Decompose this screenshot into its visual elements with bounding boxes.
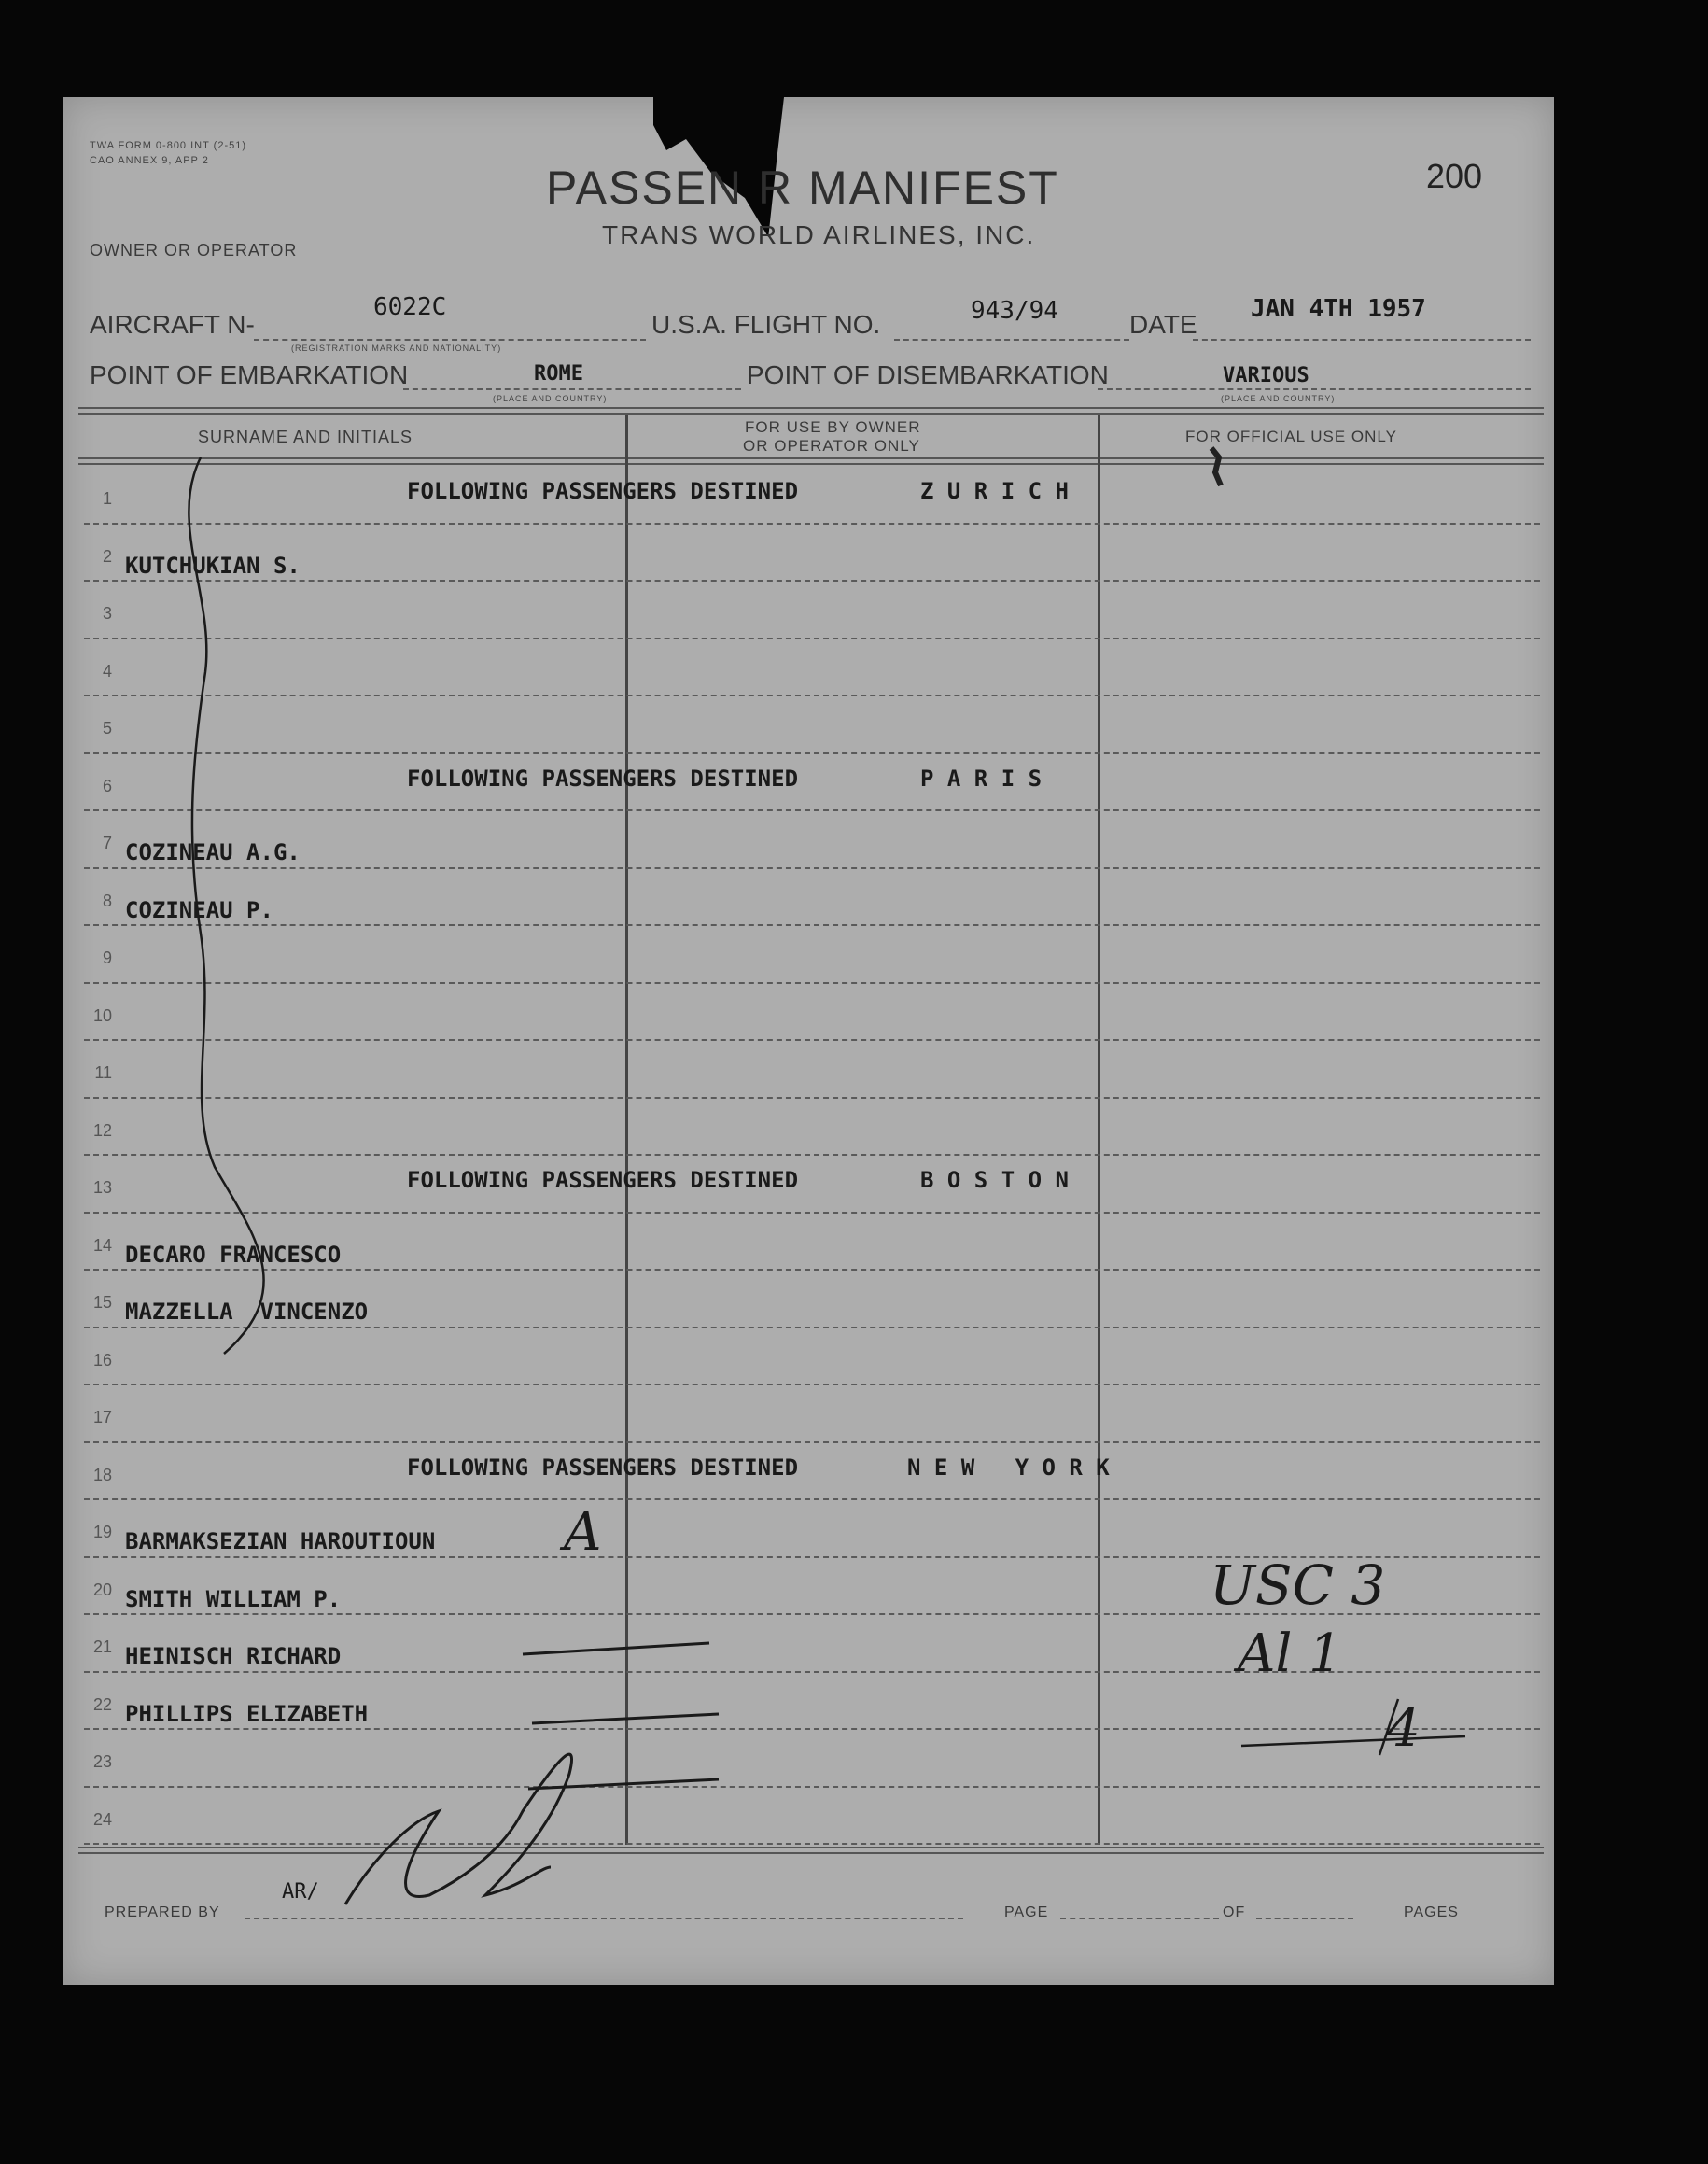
handwritten-al: Al 1 [1238,1623,1342,1684]
owner-label: OWNER OR OPERATOR [90,241,298,260]
destination-city: N E W Y O R K [907,1454,1110,1481]
prepared-by-label: PREPARED BY [105,1904,220,1920]
aircraft-note: (REGISTRATION MARKS AND NATIONALITY) [291,344,502,353]
aircraft-label: AIRCRAFT N- [90,310,255,339]
row-number: 14 [92,1235,112,1255]
row-number: 23 [92,1752,112,1771]
destination-city: B O S T O N [920,1167,1069,1193]
row-number: 21 [92,1637,112,1656]
embarkation-note: (PLACE AND COUNTRY) [493,394,608,403]
flight-label: U.S.A. FLIGHT NO. [651,310,881,339]
of-label: OF [1223,1904,1246,1920]
col-surname-header: SURNAME AND INITIALS [198,428,413,446]
row-number: 16 [92,1350,112,1370]
row-number: 4 [102,661,112,681]
col-owner-header-2: OR OPERATOR ONLY [743,437,920,455]
row-number: 7 [102,834,112,852]
date-value: JAN 4TH 1957 [1251,295,1426,323]
row-number: 10 [92,1005,112,1025]
disembarkation-label: POINT OF DISEMBARKATION [747,360,1109,389]
handwritten-a: A [564,1502,602,1563]
row-number: 12 [92,1120,112,1140]
row-number: 17 [92,1408,112,1426]
aircraft-value: 6022C [373,293,447,321]
row-number: 20 [92,1580,112,1599]
row-number: 3 [102,604,112,623]
prepared-by-ar: AR/ [282,1880,319,1904]
col-owner-header-1: FOR USE BY OWNER [745,418,921,436]
official-stamp-mark [1211,448,1221,485]
passenger-name: DECARO FRANCESCO [125,1241,342,1268]
disembarkation-note: (PLACE AND COUNTRY) [1221,394,1336,403]
airline-name: TRANS WORLD AIRLINES, INC. [602,220,1036,249]
row-number: 5 [102,719,112,738]
row-number: 15 [92,1293,112,1312]
embarkation-value: ROME [534,362,583,386]
flight-value: 943/94 [971,297,1058,325]
row-number: 2 [102,546,112,566]
passenger-name: BARMAKSEZIAN HAROUTIOUN [125,1528,436,1554]
destination-heading: FOLLOWING PASSENGERS DESTINED [407,765,799,792]
col-official-header: FOR OFFICIAL USE ONLY [1185,428,1397,445]
disembarkation-value: VARIOUS [1223,364,1309,387]
destination-city: Z U R I C H [920,478,1069,504]
row-number: 9 [102,949,112,967]
row-number: 24 [92,1809,112,1829]
handwritten-usc: USC 3 [1210,1553,1386,1617]
bracket-line [189,457,263,1354]
row-number: 13 [92,1178,112,1197]
form-id-line2: CAO ANNEX 9, APP 2 [90,155,209,166]
row-number: 1 [102,489,112,508]
handwritten-strokes [1241,1699,1465,1755]
row-number: 11 [94,1063,112,1082]
page-label: PAGE [1004,1904,1049,1920]
passenger-name: COZINEAU A.G. [125,839,301,865]
passenger-name: MAZZELLA VINCENZO [125,1299,369,1325]
manifest-title: PASSEN R MANIFEST [546,162,1059,214]
page-number: 200 [1426,157,1483,195]
embarkation-label: POINT OF EMBARKATION [90,360,409,389]
passenger-name: COZINEAU P. [125,896,273,923]
signature-scribble [345,1754,572,1904]
destination-heading: FOLLOWING PASSENGERS DESTINED [407,1167,799,1193]
pages-label: PAGES [1404,1904,1459,1920]
destination-heading: FOLLOWING PASSENGERS DESTINED [407,1454,799,1481]
form-id-line1: TWA FORM 0-800 INT (2-51) [90,140,247,151]
date-label: DATE [1129,310,1197,339]
destination-heading: FOLLOWING PASSENGERS DESTINED [407,478,799,504]
row-number: 18 [92,1465,112,1484]
row-number: 19 [92,1523,112,1541]
handwritten-dashes [523,1643,719,1789]
row-number: 22 [92,1694,112,1714]
passenger-name: PHILLIPS ELIZABETH [125,1700,369,1727]
row-number: 6 [102,776,112,795]
passenger-name: HEINISCH RICHARD [125,1643,342,1669]
row-number: 8 [102,891,112,910]
handwritten-four: 4 [1387,1698,1421,1759]
passenger-name: SMITH WILLIAM P. [125,1585,342,1612]
passenger-name: KUTCHUKIAN S. [125,552,301,579]
destination-city: P A R I S [920,765,1043,792]
